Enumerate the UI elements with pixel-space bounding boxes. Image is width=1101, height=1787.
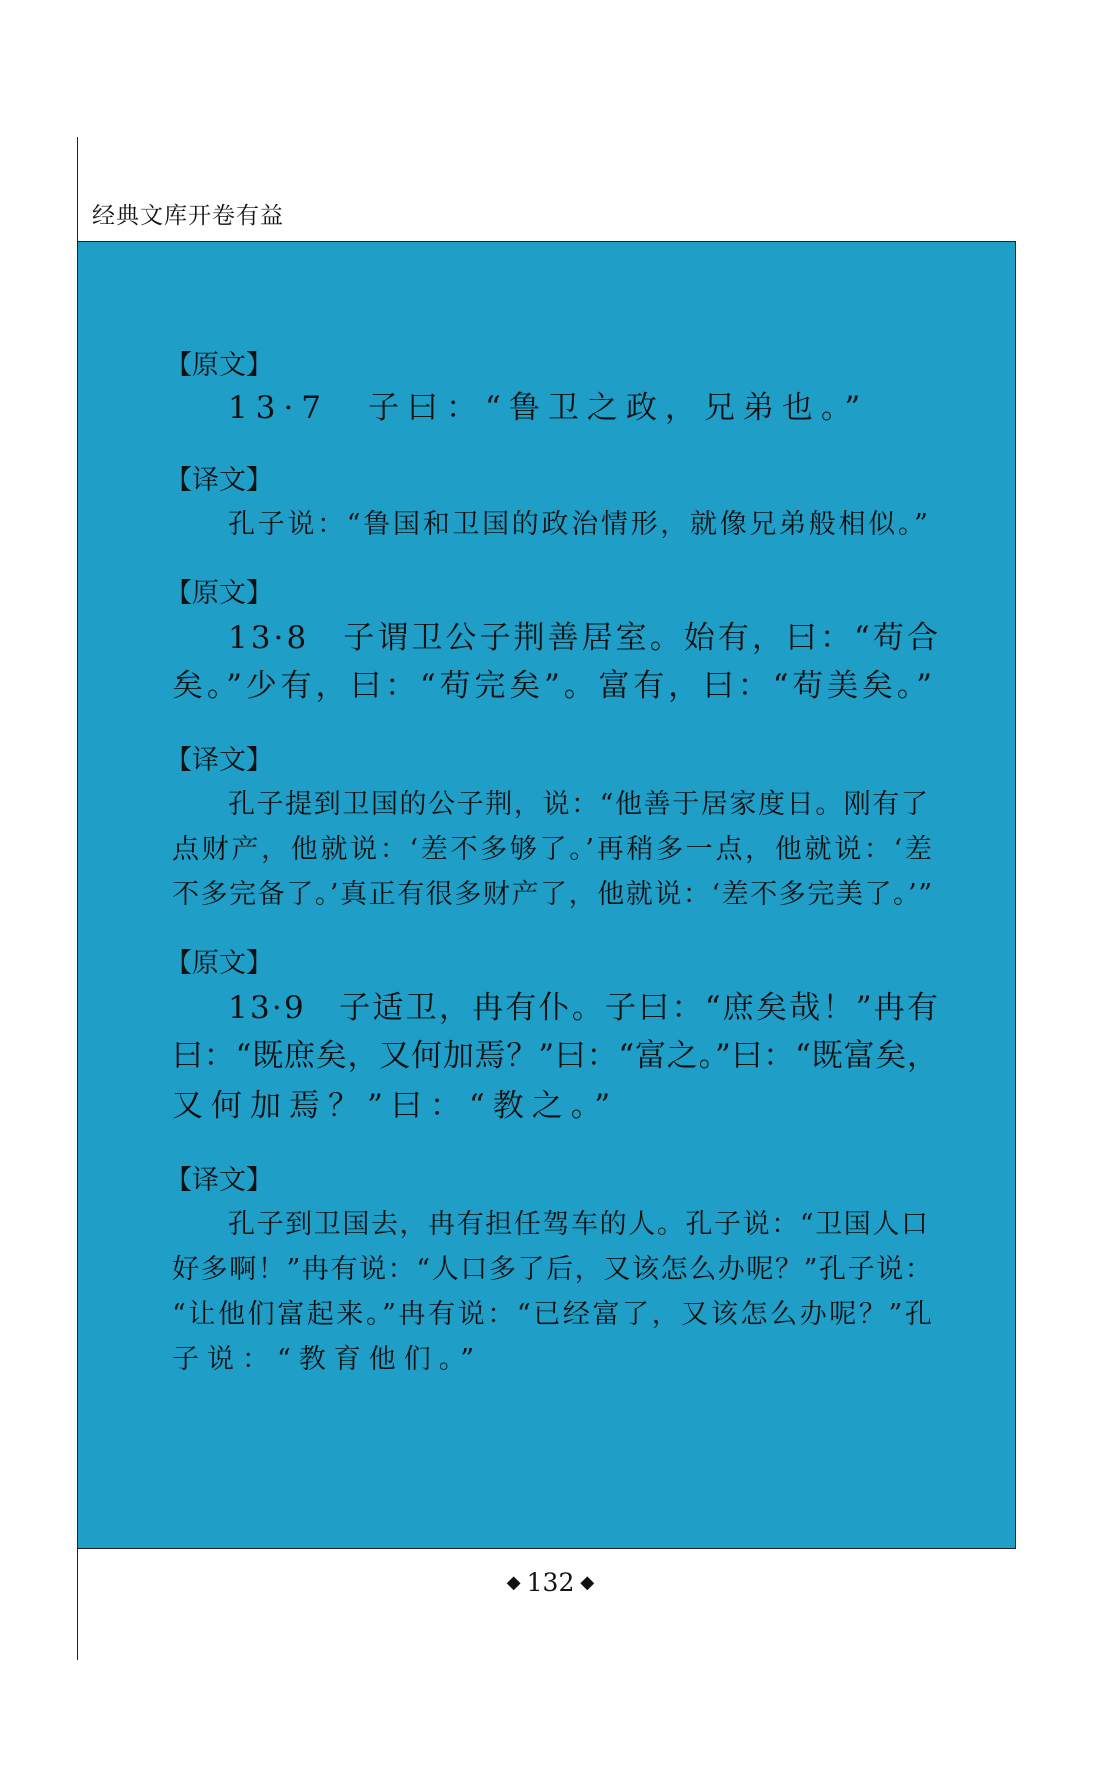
translation-text-line: 孔子到卫国去，冉有担任驾车的人。孔子说：“卫国人口 bbox=[228, 1209, 930, 1240]
translation-text-line: 孔子提到卫国的公子荆，说：“他善于居家度日。刚有了 bbox=[228, 789, 930, 820]
section-label-translation: 【译文】 bbox=[165, 1165, 273, 1196]
section-label-translation: 【译文】 bbox=[165, 465, 273, 496]
page-number-value: 132 bbox=[526, 1568, 575, 1597]
original-text-line: 又何加焉？”曰：“教之。” bbox=[172, 1088, 619, 1124]
diamond-ornament-icon: ◆ bbox=[506, 1572, 521, 1593]
translation-text-line: 点财产，他就说：‘差不多够了。’再稍多一点，他就说：‘差 bbox=[172, 834, 935, 865]
diamond-ornament-icon: ◆ bbox=[580, 1572, 595, 1593]
original-text-line: 13·8 子谓卫公子荆善居室。始有，曰：“苟合 bbox=[228, 620, 942, 656]
translation-text-line: 孔子说：“鲁国和卫国的政治情形，就像兄弟般相似。” bbox=[228, 509, 931, 540]
translation-text-line: “让他们富起来。”冉有说：“已经富了，又该怎么办呢？”孔 bbox=[172, 1299, 935, 1330]
section-label-translation: 【译文】 bbox=[165, 745, 273, 776]
section-label-original: 【原文】 bbox=[165, 948, 273, 979]
original-text-line: 13·9 子适卫，冉有仆。子曰：“庶矣哉！”冉有 bbox=[228, 990, 941, 1026]
original-text-line: 矣。”少有，曰：“苟完矣”。富有，曰：“苟美矣。” bbox=[172, 668, 936, 704]
original-text-line: 曰：“既庶矣，又何加焉？”曰：“富之。”曰：“既富矣， bbox=[172, 1038, 939, 1074]
translation-text-line: 好多啊！”冉有说：“人口多了后，又该怎么办呢？”孔子说： bbox=[172, 1254, 934, 1285]
section-label-original: 【原文】 bbox=[165, 350, 273, 381]
translation-text-line: 子说：“教育他们。” bbox=[172, 1344, 483, 1375]
page-number bbox=[0, 1568, 1101, 1597]
original-text-line: 13·7 子曰：“鲁卫之政，兄弟也。” bbox=[228, 390, 869, 426]
section-label-original: 【原文】 bbox=[165, 578, 273, 609]
translation-text-line: 不多完备了。’真正有很多财产了，他就说：‘差不多完美了。’” bbox=[172, 879, 934, 910]
running-header-title: 经典文库开卷有益 bbox=[92, 203, 284, 229]
